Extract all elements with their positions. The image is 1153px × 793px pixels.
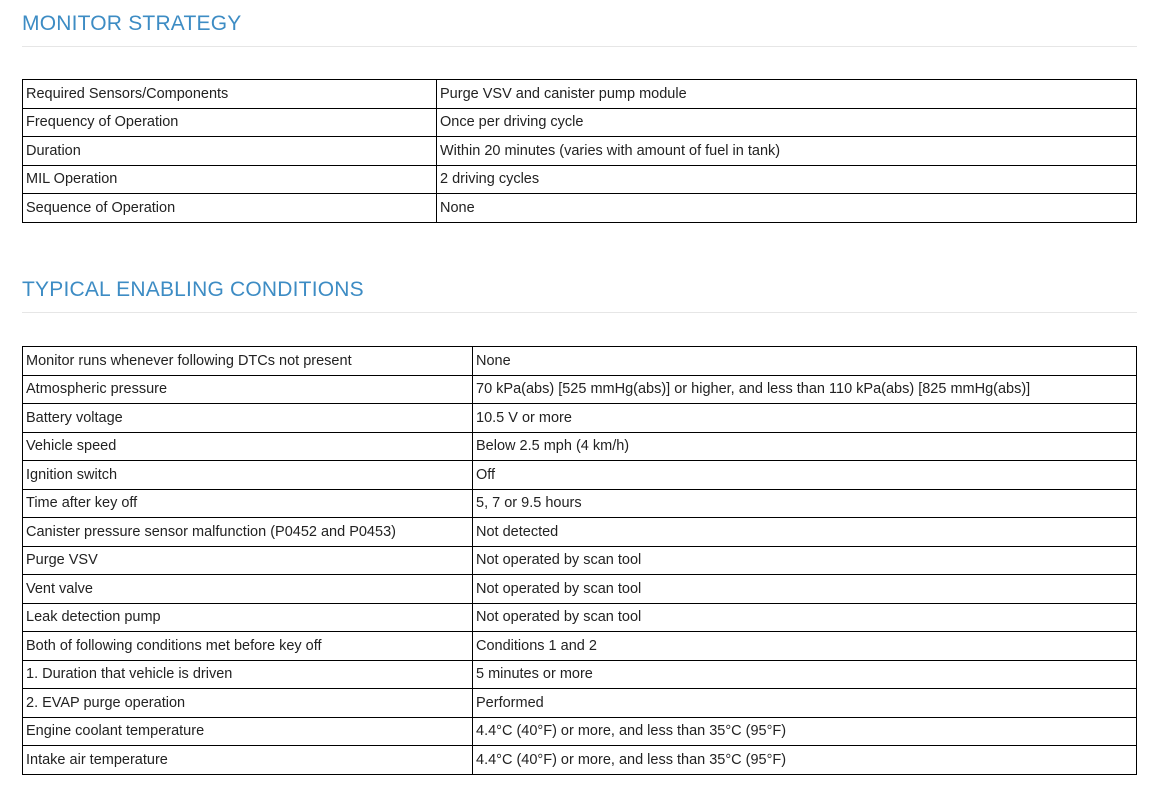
value-cell: 70 kPa(abs) [525 mmHg(abs)] or higher, and less than 110 kPa(abs) [825 mmHg(abs)]	[473, 375, 1137, 404]
value-cell: 5, 7 or 9.5 hours	[473, 489, 1137, 518]
monitor-strategy-table	[22, 79, 1137, 223]
value-cell: Once per driving cycle	[437, 108, 1137, 137]
table-row	[23, 518, 1137, 547]
table-row	[23, 80, 1137, 109]
divider	[22, 312, 1137, 313]
parameter-cell: 1. Duration that vehicle is driven	[23, 660, 473, 689]
table-row	[23, 489, 1137, 518]
value-cell: Below 2.5 mph (4 km/h)	[473, 432, 1137, 461]
parameter-cell: Intake air temperature	[23, 746, 473, 775]
table-row	[23, 546, 1137, 575]
table-row	[23, 603, 1137, 632]
table-row	[23, 375, 1137, 404]
parameter-cell: Canister pressure sensor malfunction (P0452 and P0453)	[23, 518, 473, 547]
parameter-cell: Leak detection pump	[23, 603, 473, 632]
table-row	[23, 165, 1137, 194]
divider	[22, 46, 1137, 47]
table-row	[23, 137, 1137, 166]
section-title: TYPICAL ENABLING CONDITIONS	[22, 278, 364, 301]
value-cell: Not detected	[473, 518, 1137, 547]
enabling-conditions-section	[22, 278, 1137, 768]
table-row	[23, 689, 1137, 718]
parameter-cell: Frequency of Operation	[23, 108, 437, 137]
value-cell: Not operated by scan tool	[473, 575, 1137, 604]
table-row	[23, 717, 1137, 746]
parameter-cell: 2. EVAP purge operation	[23, 689, 473, 718]
value-cell: 10.5 V or more	[473, 404, 1137, 433]
table-row	[23, 461, 1137, 490]
value-cell: Not operated by scan tool	[473, 603, 1137, 632]
parameter-cell: Engine coolant temperature	[23, 717, 473, 746]
value-cell: None	[437, 194, 1137, 223]
value-cell: Conditions 1 and 2	[473, 632, 1137, 661]
parameter-cell: Sequence of Operation	[23, 194, 437, 223]
parameter-cell: Time after key off	[23, 489, 473, 518]
table-row	[23, 404, 1137, 433]
value-cell: Performed	[473, 689, 1137, 718]
value-cell: Not operated by scan tool	[473, 546, 1137, 575]
table-row	[23, 108, 1137, 137]
value-cell: None	[473, 347, 1137, 376]
parameter-cell: Atmospheric pressure	[23, 375, 473, 404]
value-cell: Off	[473, 461, 1137, 490]
parameter-cell: Both of following conditions met before key off	[23, 632, 473, 661]
section-title: MONITOR STRATEGY	[22, 12, 242, 35]
parameter-cell: Required Sensors/Components	[23, 80, 437, 109]
parameter-cell: Duration	[23, 137, 437, 166]
enabling-conditions-table	[22, 346, 1137, 775]
value-cell: 4.4°C (40°F) or more, and less than 35°C (95°F)	[473, 717, 1137, 746]
parameter-cell: Vent valve	[23, 575, 473, 604]
table-row	[23, 194, 1137, 223]
parameter-cell: Vehicle speed	[23, 432, 473, 461]
table-row	[23, 660, 1137, 689]
value-cell: Purge VSV and canister pump module	[437, 80, 1137, 109]
table-row	[23, 347, 1137, 376]
table-row	[23, 432, 1137, 461]
parameter-cell: MIL Operation	[23, 165, 437, 194]
parameter-cell: Purge VSV	[23, 546, 473, 575]
table-row	[23, 746, 1137, 775]
parameter-cell: Monitor runs whenever following DTCs not present	[23, 347, 473, 376]
monitor-strategy-section	[22, 12, 1137, 216]
parameter-cell: Battery voltage	[23, 404, 473, 433]
value-cell: 2 driving cycles	[437, 165, 1137, 194]
value-cell: 4.4°C (40°F) or more, and less than 35°C (95°F)	[473, 746, 1137, 775]
value-cell: 5 minutes or more	[473, 660, 1137, 689]
table-row	[23, 575, 1137, 604]
table-row	[23, 632, 1137, 661]
parameter-cell: Ignition switch	[23, 461, 473, 490]
value-cell: Within 20 minutes (varies with amount of fuel in tank)	[437, 137, 1137, 166]
